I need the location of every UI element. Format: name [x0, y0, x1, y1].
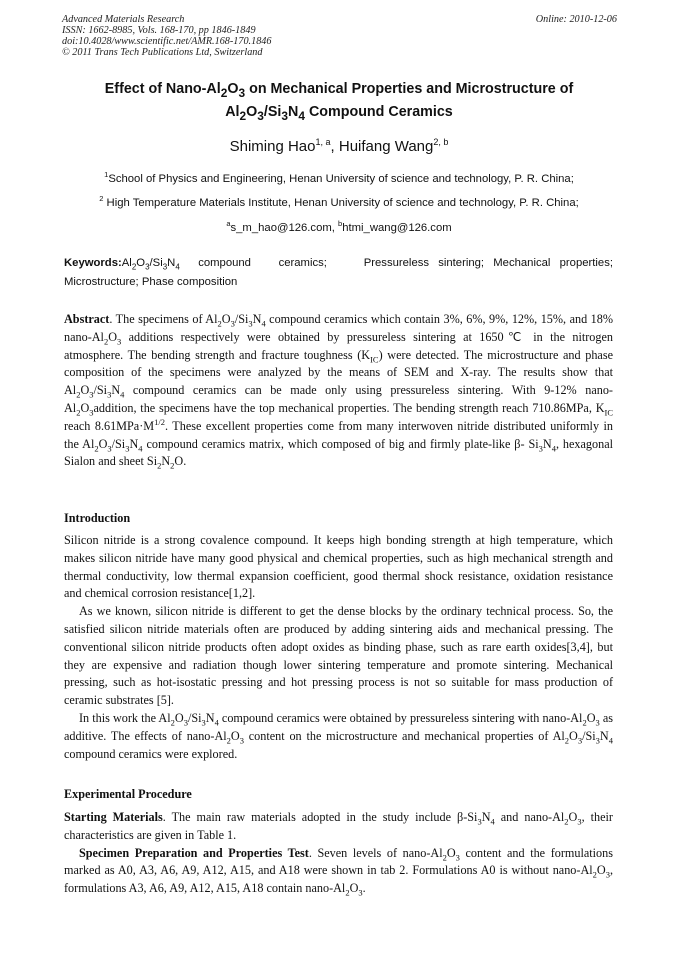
paper-title: [50, 80, 628, 126]
author-list: Shiming Hao$^{1, a}$, Huifang Wang$^{2, b}$: [229, 137, 449, 155]
journal-name: Advanced Materials Research: [62, 14, 185, 25]
author-name: Huifang Wang: [338, 138, 434, 155]
introduction-heading: Introduction: [64, 511, 131, 525]
title-line-1: Effect of Nano-$Al_2O_3$ on Mechanical Properties and Microstructure of: [104, 81, 574, 100]
running-header: [62, 14, 617, 58]
affiliation-2: $^2$ High Temperature Materials Institute, Henan University of science and technology, P. R. China;: [99, 194, 579, 209]
affiliation-1: $^1$School of Physics and Engineering, Henan University of science and technology, P. R. China;: [104, 170, 574, 185]
email-link-b[interactable]: htmi_wang@126.com: [342, 221, 452, 234]
online-date: Online: 2010-12-06: [535, 14, 617, 25]
title-line-2: $Al_2O_3/Si_3N_4$ Compound Ceramics: [225, 103, 453, 123]
keywords-label: Keywords:: [64, 257, 122, 269]
copyright-line: © 2011 Trans Tech Publications Ltd, Switzerland: [62, 47, 263, 58]
experimental-body: [64, 809, 613, 898]
author-name: Shiming Hao: [229, 138, 316, 155]
intro-paragraph-2: As we known, silicon nitride is different to get the dense blocks by the ordinary technical process. So, the satisfied silicon nitride materials often are produced by adding sintering aids and mechanical pressing. The conventional silicon nitride products often adopt oxides as binding phase, such as rare earth oxides[3,4], but they are expensive and radiation though lower sintering temperature and promote sintering. Mechanical pressing, such as hot-isostatic pressing and hot pressing process is not so suitable for mass production of ceramic substrates [5].: [64, 604, 613, 708]
intro-paragraph-1: Silicon nitride is a strong covalence compound. It keeps high bonding strength at high temperature, which makes silicon nitride have many good physical and chemical properties, such as high mechanical strength and thermal conductivity, low thermal expansion coefficient, good thermal shock resistance, oxidation resistance and chemical corrosion resistance[1,2].: [64, 533, 613, 601]
abstract-label: Abstract: [64, 312, 110, 326]
specimen-preparation-label: Specimen Preparation and Properties Test: [79, 845, 309, 860]
experimental-heading: Experimental Procedure: [64, 787, 192, 801]
email-link-a[interactable]: s_m_hao@126.com,: [230, 221, 339, 234]
starting-materials-label: Starting Materials: [64, 810, 163, 824]
starting-materials-paragraph: Starting Materials. The main raw materials adopted in the study include $\beta-Si_3N_4$ and nano-$Al_2O_3$, their characteristics are given in Table 1.: [64, 810, 613, 842]
keywords: $Keywords:Al_2O_3/Si_3N_4$ compound ceramics; Pressureless sintering; Mechanical properties; Microstructure; Phase composition: [64, 257, 613, 288]
issn-line: ISSN: 1662-8985, Vols. 168-170, pp 1846-1849: [62, 25, 256, 36]
doi-line: doi:10.4028/www.scientific.net/AMR.168-170.1846: [62, 36, 272, 47]
abstract: Abstract. The specimens of $Al_2O_3/Si_3N_4$ compound ceramics which contain 3%, 6%, 9%, 12%, 15%, and 18% nano-$Al_2O_3$ additions respectively were obtained by pressureless sintering at 1650℃ in the nitrogen atmosphere. The bending strength and fracture toughness $(K_{IC})$ were detected. The microstructure and phase composition of the specimens were analyzed by the means of SEM and X-ray. The results show that $Al_2O_3/Si_3N_4$ compound ceramics can be made only using pressureless sintering. With 9-12% nano-$Al_2O_3addition$, the specimens have the top mechanical properties. The bending strength reach 710.86MPa, $K_{IC}$ reach $8.61MPa\cdot M^{1/2}$. These excellent properties come from many interwoven nitride distributed uniformly in the $Al_2O_3/Si_3N_4$ compound ceramics matrix, which composed of big and firmly plate-like β- $Si_3N_4$, hexagonal Sialon and sheet $Si_2N_2O$.: [64, 312, 613, 471]
email-line: $^a$s_m_hao@126.com, $^b$htmi_wang@126.com: [226, 219, 452, 234]
specimen-preparation-paragraph: Specimen Preparation and Properties Test. Seven levels of nano-$Al_2O_3$ content and the formulations marked as A0, A3, A6, A9, A12, A15, and A18 were shown in tab 2. Formulations A0 is without nano-$Al_2O_3$, formulations A3, A6, A9, A12, A15, A18 contain nano-$Al_2O_3$.: [64, 845, 613, 898]
intro-paragraph-3: In this work the $Al_2O_3/Si_3N_4$ compound ceramics were obtained by pressureless sintering with nano-$Al_2O_3$ as additive. The effects of nano-$Al_2O_3$ content on the microstructure and mechanical properties of $Al_2O_3/Si_3N_4$ compound ceramics were explored.: [64, 710, 614, 761]
introduction-body: [64, 532, 613, 763]
